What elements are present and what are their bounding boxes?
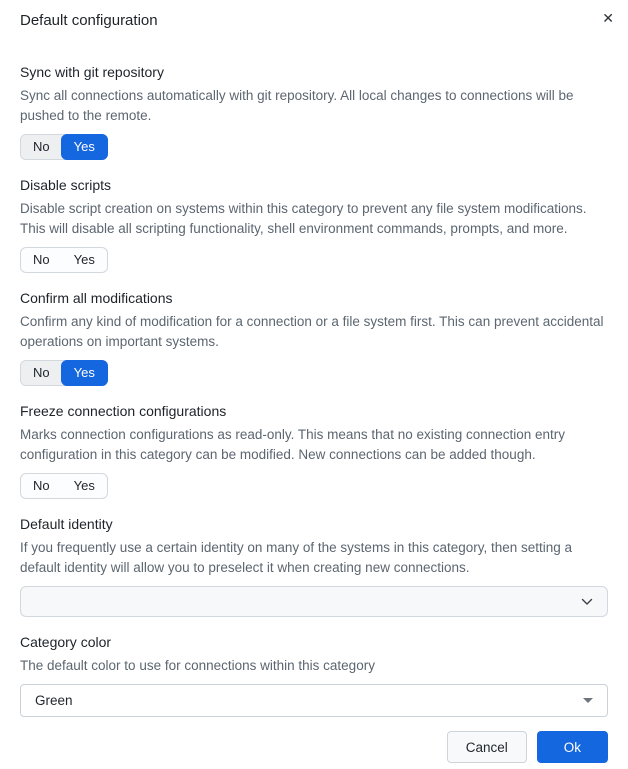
setting-sync-git-repository	[20, 62, 608, 160]
select-value: Green	[35, 693, 73, 708]
dialog-header	[20, 10, 614, 32]
setting-title: Confirm all modifications	[20, 290, 173, 306]
toggle-no-button[interactable]: No	[21, 248, 62, 272]
setting-title: Freeze connection configurations	[20, 403, 227, 419]
setting-description: Confirm any kind of modification for a connection or a file system first. This can prevent accidental operations on important systems.	[20, 314, 604, 349]
setting-confirm-all-modifications	[20, 288, 608, 386]
yes-no-toggle	[20, 473, 108, 499]
setting-description: Sync all connections automatically with git repository. All local changes to connections will be pushed to the remote.	[20, 88, 574, 123]
setting-title: Category color	[20, 634, 112, 650]
dialog-title: Default configuration	[20, 12, 158, 29]
yes-no-toggle	[20, 247, 108, 273]
chevron-down-icon	[581, 598, 593, 606]
toggle-yes-button[interactable]: Yes	[61, 360, 108, 386]
default-identity-select[interactable]	[20, 586, 608, 617]
toggle-yes-button[interactable]: Yes	[62, 474, 107, 498]
yes-no-toggle	[20, 360, 108, 386]
category-color-select[interactable]	[20, 684, 608, 717]
dialog-footer	[20, 731, 608, 763]
toggle-no-button[interactable]: No	[21, 135, 62, 159]
toggle-no-button[interactable]: No	[21, 474, 62, 498]
setting-freeze-connection-configurations	[20, 401, 608, 499]
setting-description: If you frequently use a certain identity on many of the systems in this category, then setting a default identity will allow you to preselect it when creating new connections.	[20, 540, 573, 575]
setting-default-identity	[20, 514, 608, 617]
yes-no-toggle	[20, 134, 108, 160]
setting-category-color	[20, 632, 608, 717]
toggle-yes-button[interactable]: Yes	[61, 134, 108, 160]
toggle-yes-button[interactable]: Yes	[62, 248, 107, 272]
setting-description: Disable script creation on systems within this category to prevent any file system modifications. This will disable all scripting functionality, shell environment commands, prompts, and more.	[20, 201, 587, 236]
caret-down-icon	[583, 698, 593, 703]
close-icon[interactable]: ✕	[602, 10, 614, 26]
ok-button[interactable]: Ok	[537, 731, 608, 763]
setting-disable-scripts	[20, 175, 608, 273]
setting-title: Default identity	[20, 516, 113, 532]
cancel-button[interactable]: Cancel	[447, 731, 527, 763]
toggle-no-button[interactable]: No	[21, 361, 62, 385]
setting-title: Sync with git repository	[20, 64, 164, 80]
setting-description: The default color to use for connections within this category	[20, 658, 375, 673]
setting-description: Marks connection configurations as read-only. This means that no existing connection entry configuration in this category can be modified. New connections can be added though.	[20, 427, 566, 462]
setting-title: Disable scripts	[20, 177, 112, 193]
